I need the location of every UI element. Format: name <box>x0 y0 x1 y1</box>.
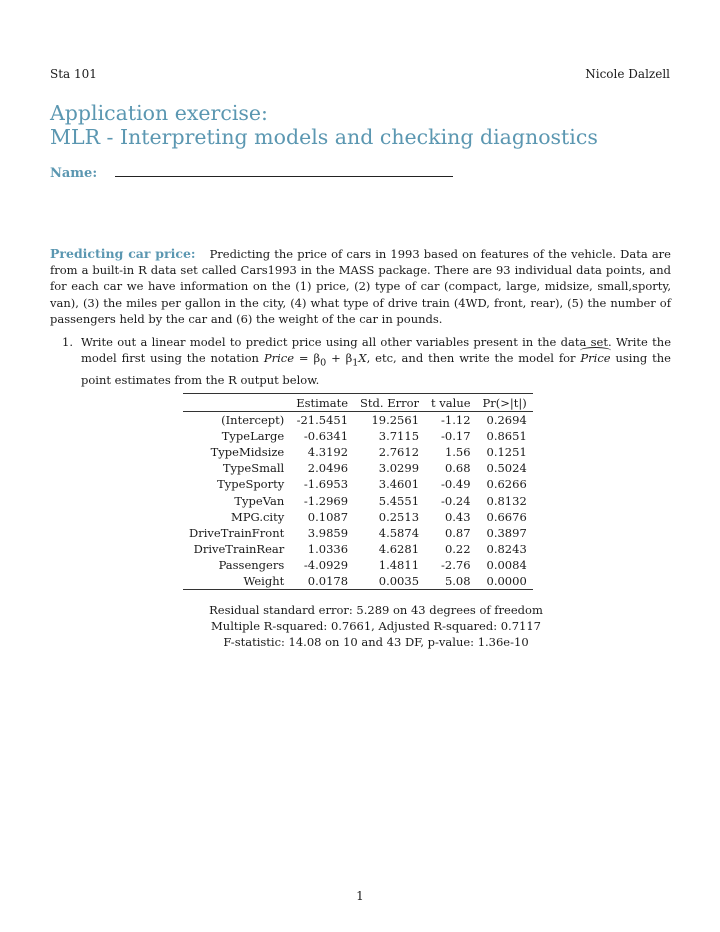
std-error-cell: 3.7115 <box>378 429 420 444</box>
table-header-cell: Estimate <box>296 395 349 410</box>
std-error-cell: 19.2561 <box>371 413 420 428</box>
table-row <box>183 573 533 590</box>
math-x: X <box>358 351 367 366</box>
p-value-cell: 0.5024 <box>486 461 527 476</box>
page-title <box>50 101 598 149</box>
p-value-cell: 0.1251 <box>486 445 527 460</box>
table-row <box>183 460 533 476</box>
table-row <box>183 428 533 444</box>
table-row <box>183 525 533 541</box>
p-value-cell: 0.8243 <box>486 541 527 556</box>
estimate-cell: -4.0929 <box>303 557 349 572</box>
table-header-cell: Std. Error <box>360 395 420 410</box>
p-value-cell: 0.0084 <box>486 557 527 572</box>
estimate-cell: 2.0496 <box>307 461 349 476</box>
title-line-1: Application exercise: <box>50 101 268 125</box>
estimate-cell: -0.6341 <box>303 429 349 444</box>
p-value-cell: 0.6676 <box>486 509 527 524</box>
math-price: Price <box>263 351 295 366</box>
table-row <box>183 444 533 460</box>
table-row <box>183 541 533 557</box>
question-text-b: , etc, and then write the model for <box>366 351 581 366</box>
row-label: TypeSporty <box>217 477 285 492</box>
t-value-cell: -1.12 <box>441 413 471 428</box>
estimate-cell: -1.2969 <box>303 493 349 508</box>
question-1 <box>62 334 671 388</box>
std-error-cell: 4.5874 <box>378 525 420 540</box>
intro-lead: Predicting car price: <box>50 246 196 261</box>
math-sub-1: 1 <box>352 357 359 369</box>
p-value-cell: 0.3897 <box>486 525 527 540</box>
table-row <box>183 492 533 508</box>
title-line-2: MLR - Interpreting models and checking diagnostics <box>50 125 598 149</box>
math-price-hat: Price <box>580 351 611 366</box>
std-error-cell: 0.0035 <box>378 573 420 588</box>
table-row <box>183 509 533 525</box>
p-value-cell: 0.6266 <box>486 477 527 492</box>
row-label: DriveTrainFront <box>189 525 285 540</box>
course-header: Sta 101 <box>50 67 97 81</box>
row-label: Weight <box>243 573 285 588</box>
table-header-cell: t value <box>431 395 471 410</box>
std-error-cell: 5.4551 <box>378 493 420 508</box>
intro-paragraph <box>50 246 671 327</box>
estimate-cell: 1.0336 <box>307 541 349 556</box>
t-value-cell: 0.43 <box>444 509 471 524</box>
f-statistic-line: F-statistic: 14.08 on 10 and 43 DF, p-value: 1.36e-10 <box>223 635 529 650</box>
t-value-cell: 1.56 <box>444 445 471 460</box>
r-squared-line: Multiple R-squared: 0.7661, Adjusted R-squared: 0.7117 <box>211 619 541 634</box>
table-header-cell: Pr(>|t|) <box>482 395 527 410</box>
p-value-cell: 0.2694 <box>486 413 527 428</box>
estimate-cell: -1.6953 <box>303 477 349 492</box>
math-plus: + β <box>326 351 353 366</box>
t-value-cell: -0.17 <box>441 429 471 444</box>
estimate-cell: -21.5451 <box>296 413 349 428</box>
math-sub-0: 0 <box>320 357 327 369</box>
t-value-cell: 0.22 <box>444 541 471 556</box>
row-label: DriveTrainRear <box>193 541 285 556</box>
residual-se-line: Residual standard error: 5.289 on 43 degrees of freedom <box>209 603 543 617</box>
std-error-cell: 0.2513 <box>378 509 420 524</box>
table-row <box>183 412 533 429</box>
math-eq: = β <box>294 351 321 366</box>
p-value-cell: 0.8132 <box>486 493 527 508</box>
row-label: MPG.city <box>231 509 285 524</box>
question-body <box>81 334 671 388</box>
estimate-cell: 0.0178 <box>307 573 349 588</box>
question-text-c: using the point estimates from the R output below. <box>81 351 671 387</box>
name-blank-line <box>115 176 453 177</box>
row-label: TypeVan <box>234 493 285 508</box>
p-value-cell: 0.8651 <box>486 429 527 444</box>
name-label: Name: <box>50 166 98 181</box>
std-error-cell: 3.0299 <box>378 461 420 476</box>
row-label: TypeSmall <box>222 461 285 476</box>
row-label: Passengers <box>218 557 285 572</box>
table-header-row <box>183 394 533 412</box>
regression-table <box>183 393 533 590</box>
author-header: Nicole Dalzell <box>585 67 670 81</box>
row-label: (Intercept) <box>221 413 285 428</box>
t-value-cell: 5.08 <box>444 573 471 588</box>
table-row <box>183 557 533 573</box>
model-summary-stats <box>183 602 569 651</box>
estimate-cell: 4.3192 <box>307 445 349 460</box>
t-value-cell: 0.68 <box>444 461 471 476</box>
std-error-cell: 4.6281 <box>378 541 420 556</box>
row-label: TypeLarge <box>221 429 285 444</box>
question-number: 1. <box>62 335 73 349</box>
table-row <box>183 476 533 492</box>
p-value-cell: 0.0000 <box>486 573 527 588</box>
estimate-cell: 3.9859 <box>307 525 349 540</box>
t-value-cell: -2.76 <box>441 557 471 572</box>
std-error-cell: 3.4601 <box>378 477 420 492</box>
std-error-cell: 1.4811 <box>378 557 420 572</box>
row-label: TypeMidsize <box>210 445 285 460</box>
intro-text: Predicting the price of cars in 1993 based on features of the vehicle. Data are from a built-in R data set called Cars1993 in the MASS package. There are 93 individual data points, and for each car we have information on the (1) price, (2) type of car (compact, large, midsize, small,sporty, van), (3) the miles per gallon in the city, (4) what type of drive train (4WD, front, rear), (5) the number of passengers held by the car and (6) the weight of the car in pounds. <box>50 247 671 326</box>
t-value-cell: -0.24 <box>441 493 471 508</box>
question-text-a: Write out a linear model to predict price using all other variables present in the data set. Write the model first using the notation <box>81 335 671 366</box>
table-header-cell <box>183 394 290 412</box>
t-value-cell: 0.87 <box>444 525 471 540</box>
estimate-cell: 0.1087 <box>307 509 349 524</box>
page-number: 1 <box>356 889 364 903</box>
std-error-cell: 2.7612 <box>378 445 420 460</box>
t-value-cell: -0.49 <box>441 477 471 492</box>
